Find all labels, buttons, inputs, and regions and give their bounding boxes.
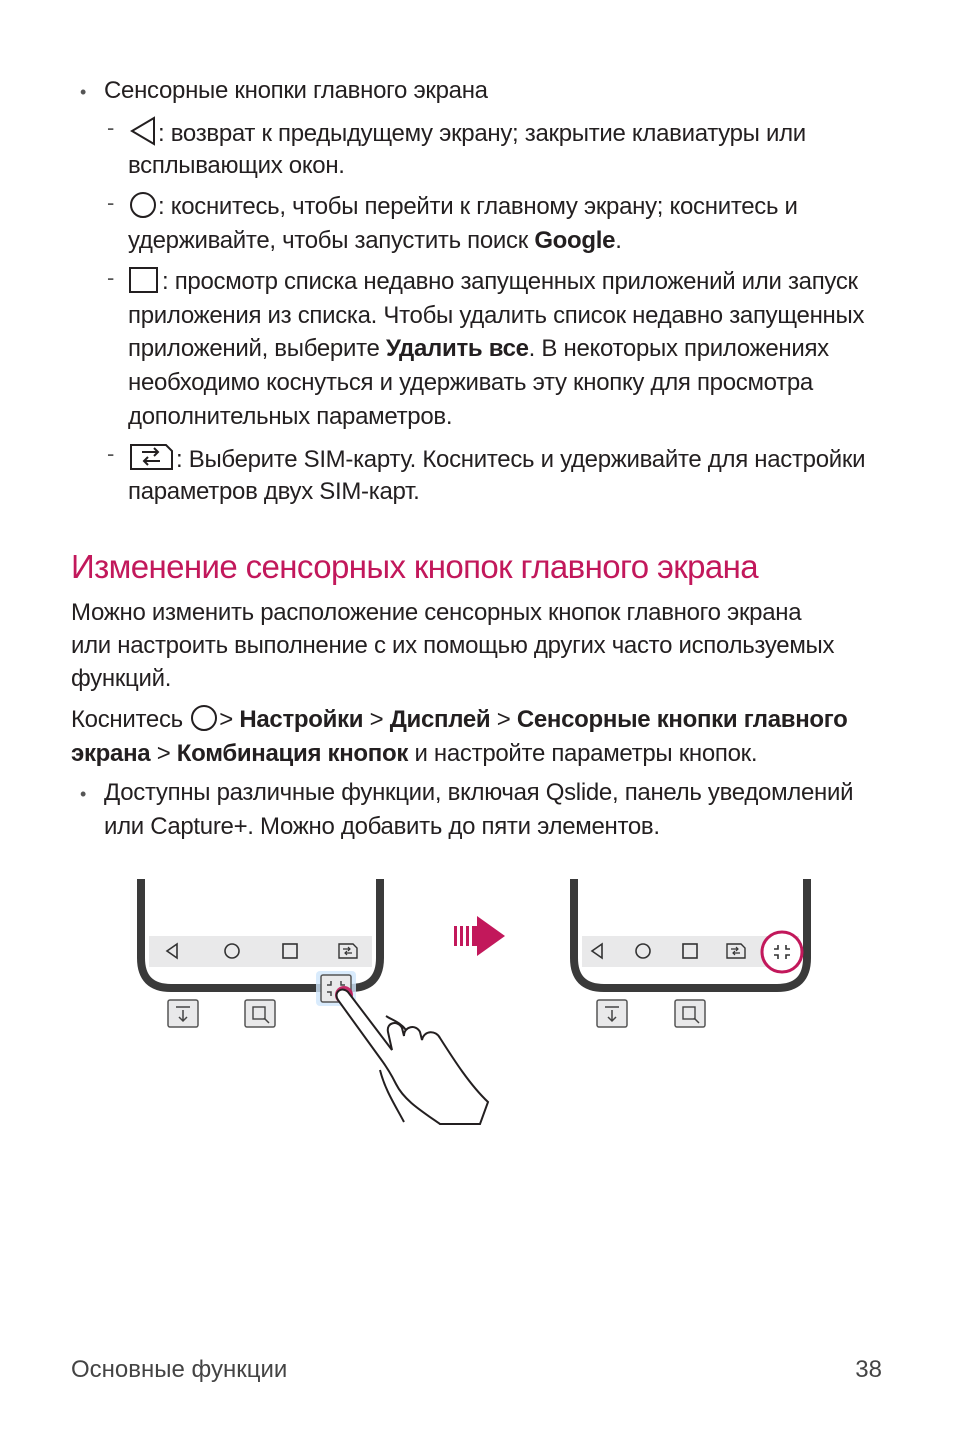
list-item-home-cont: удерживайте, чтобы запустить поиск Google. [128, 227, 622, 254]
list-item-recent-cont: приложений, выберите Удалить все. В некоторых приложениях [128, 335, 829, 362]
section-title: Изменение сенсорных кнопок главного экрана [71, 548, 758, 585]
dash: - [107, 441, 115, 466]
paragraph: функций. [71, 665, 172, 692]
bullet: • [80, 784, 87, 804]
note: Доступны различные функции, включая Qslide, панель уведомлений [104, 779, 854, 806]
list-item-back-cont: всплывающих окон. [128, 152, 345, 179]
notification-button [597, 1000, 627, 1027]
capture-button [245, 1000, 275, 1027]
navbar-illustration [0, 860, 954, 1140]
paragraph: или настроить выполнение с их помощью других часто используемых [71, 632, 835, 659]
list-item-recent-cont: необходимо коснуться и удерживать эту кнопку для просмотра [128, 369, 813, 396]
capture-button [675, 1000, 705, 1027]
bullet: • [80, 82, 87, 102]
dash: - [107, 115, 115, 140]
list-item-recent: : просмотр списка недавно запущенных приложений или запуск [128, 265, 858, 305]
paragraph: Можно изменить расположение сенсорных кнопок главного экрана [71, 599, 802, 626]
hand-icon [337, 990, 488, 1124]
settings-path: Коснитесь > Настройки > Дисплей > Сенсорные кнопки главного [71, 703, 848, 743]
footer-section: Основные функции [71, 1356, 288, 1383]
settings-path-cont: экрана > Комбинация кнопок и настройте параметры кнопок. [71, 740, 758, 767]
list-item-back: : возврат к предыдущему экрану; закрытие клавиатуры или [128, 115, 806, 157]
arrow-right-icon [454, 916, 505, 956]
phone-after [574, 879, 807, 988]
highlight-circle [762, 932, 802, 972]
note: или Capture+. Можно добавить до пяти элементов. [104, 813, 660, 840]
list-item-recent-cont: дополнительных параметров. [128, 403, 453, 430]
list-item-sim-cont: параметров двух SIM-карт. [128, 478, 420, 505]
dash: - [107, 190, 115, 215]
list-intro: Сенсорные кнопки главного экрана [104, 77, 488, 104]
list-item-home: : коснитесь, чтобы перейти к главному экрану; коснитесь и [128, 190, 798, 230]
page-number: 38 [855, 1356, 882, 1383]
notification-button [168, 1000, 198, 1027]
dash: - [107, 265, 115, 290]
list-item-recent-cont: приложения из списка. Чтобы удалить список недавно запущенных [128, 302, 865, 329]
list-item-sim: : Выберите SIM-карту. Коснитесь и удерживайте для настройки [128, 441, 865, 483]
